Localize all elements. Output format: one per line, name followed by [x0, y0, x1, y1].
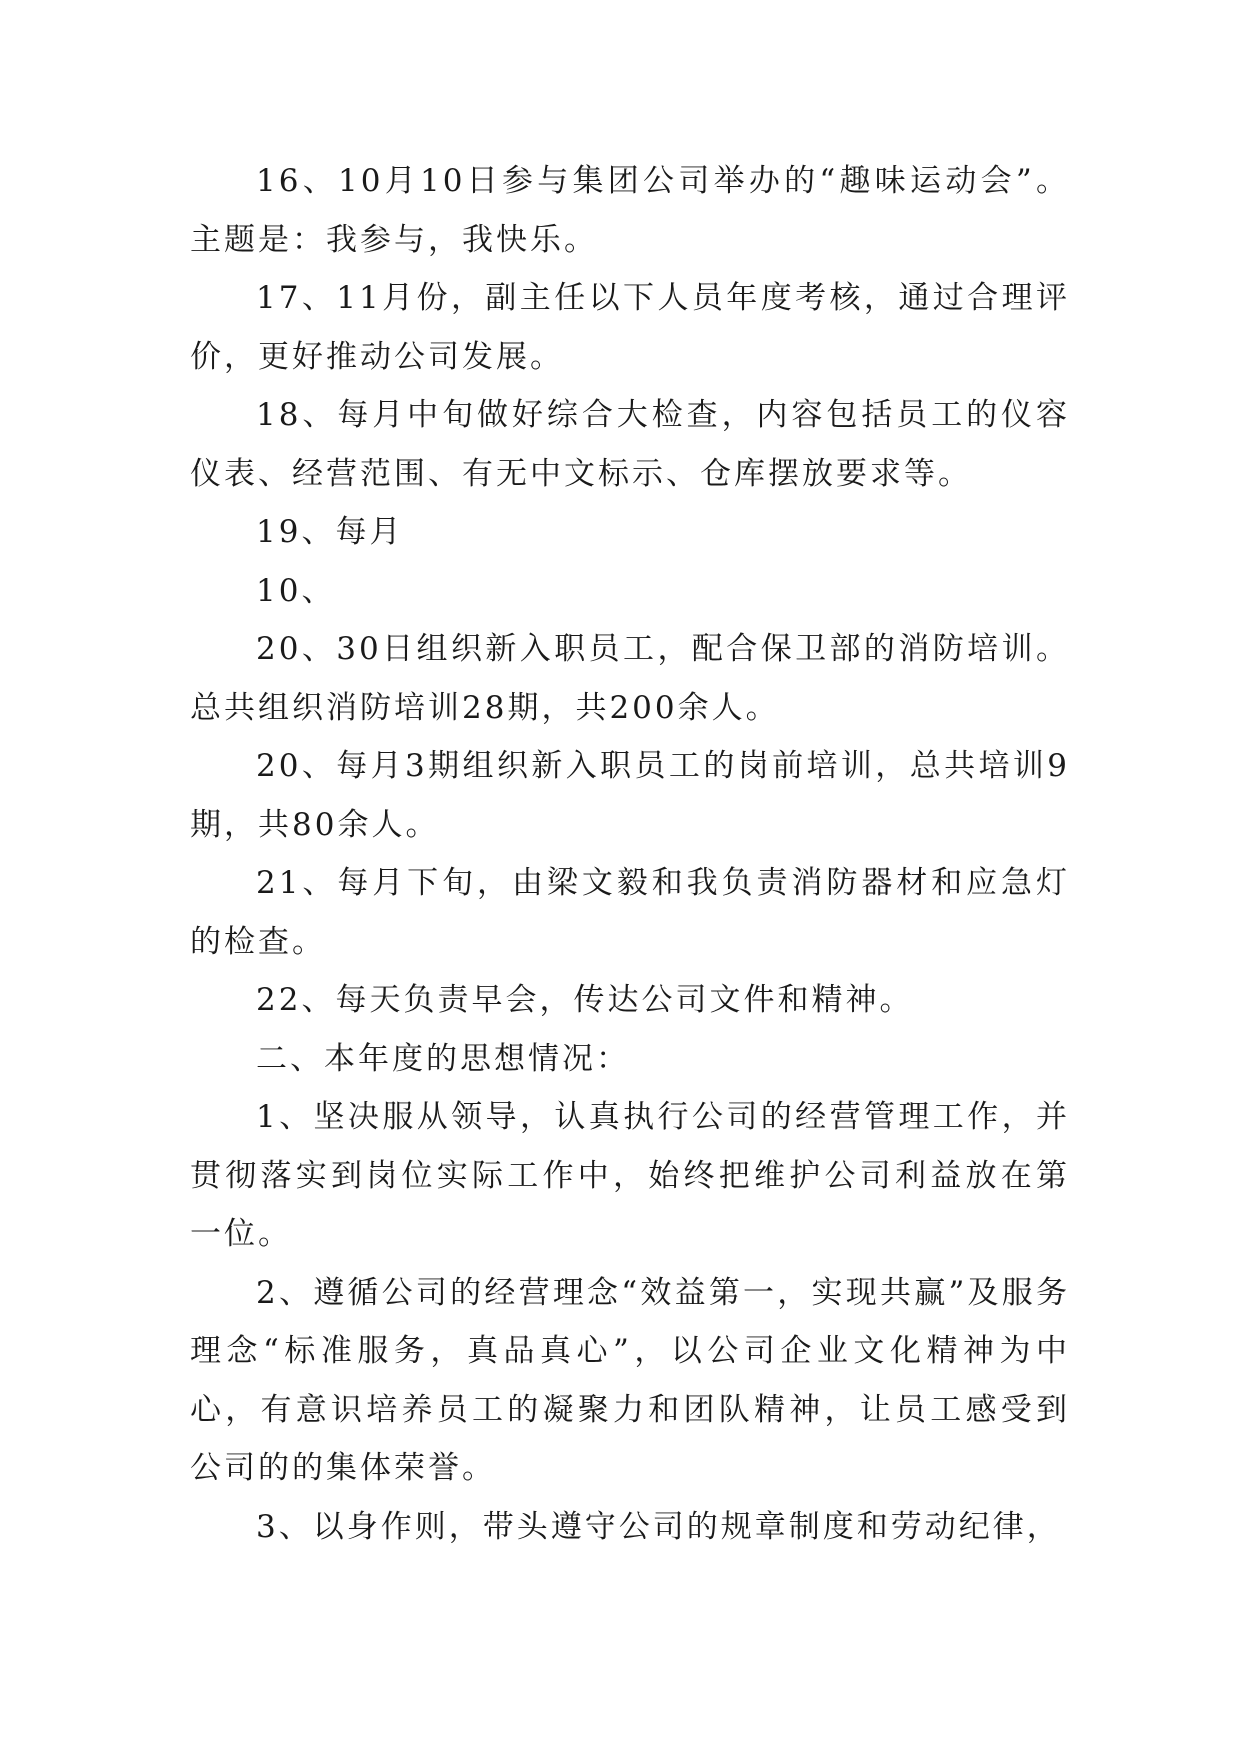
paragraph-22: 22、每天负责早会，传达公司文件和精神。 — [256, 982, 914, 1018]
paragraph-thought-2: 2、遵循公司的经营理念“效益第一，实现共赢”及服务理念“标准服务，真品真心”，以公司企业文化精神为中心，有意识培养员工的凝聚力和团队精神，让员工感受到公司的的集体荣誉。 — [190, 1274, 1070, 1486]
paragraph-10: 10、 — [256, 572, 336, 609]
paragraph-20a: 20、30日组织新入职员工，配合保卫部的消防培训。总共组织消防培训28期，共200余人。 — [190, 631, 1070, 726]
section-heading-thoughts: 二、本年度的思想情况： — [256, 1040, 630, 1077]
paragraph-17: 17、11月份，副主任以下人员年度考核，通过合理评价，更好推动公司发展。 — [190, 280, 1070, 375]
paragraph-19: 19、每月 — [256, 514, 404, 550]
paragraph-21: 21、每月下旬，由梁文毅和我负责消防器材和应急灯的检查。 — [190, 865, 1070, 960]
paragraph-18: 18、每月中旬做好综合大检查，内容包括员工的仪容仪表、经营范围、有无中文标示、仓库摆放要求等。 — [190, 397, 1070, 492]
paragraph-16: 16、10月10日参与集团公司举办的“趣味运动会”。主题是：我参与，我快乐。 — [190, 163, 1070, 258]
paragraph-thought-3: 3、以身作则，带头遵守公司的规章制度和劳动纪律， — [256, 1508, 1061, 1545]
document-body — [190, 152, 1070, 1556]
paragraph-thought-1: 1、坚决服从领导，认真执行公司的经营管理工作，并贯彻落实到岗位实际工作中，始终把维护公司利益放在第一位。 — [190, 1099, 1070, 1252]
paragraph-20b: 20、每月3期组织新入职员工的岗前培训，总共培训9期，共80余人。 — [190, 748, 1070, 843]
